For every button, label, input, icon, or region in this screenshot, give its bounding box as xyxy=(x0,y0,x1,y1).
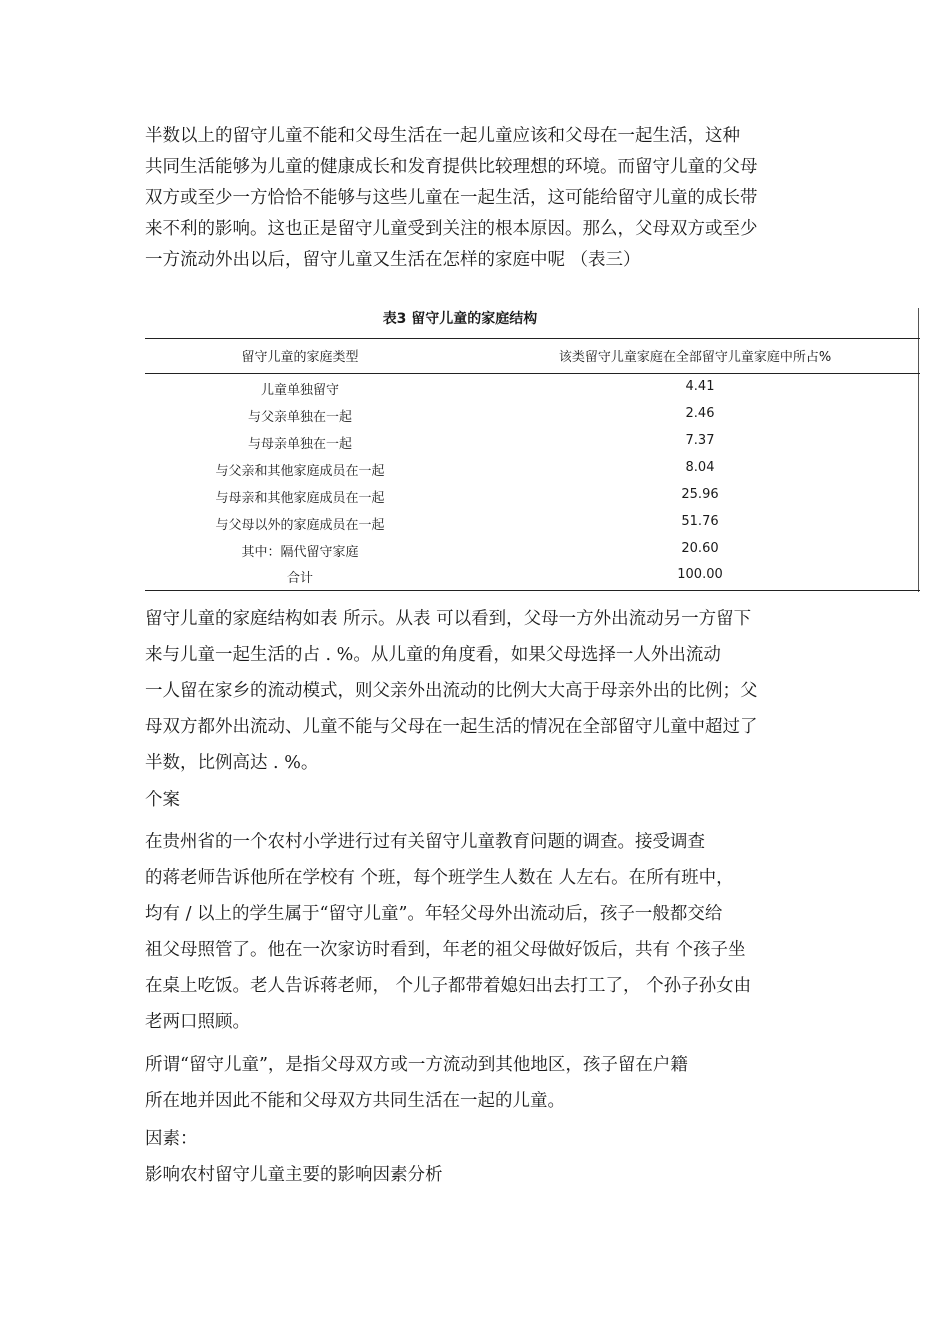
heading-analysis: 影响农村留守儿童主要的影响因素分析 xyxy=(145,1165,443,1185)
percent-cell: 20.60 xyxy=(681,541,719,556)
text-line: 来不利的影响。这也正是留守儿童受到关注的根本原因。那么，父母双方或至少 xyxy=(145,219,758,239)
family-type-cell: 与父亲和其他家庭成员在一起 xyxy=(215,464,385,479)
table-bottom-rule xyxy=(145,590,920,591)
text-line: 一人留在家乡的流动模式，则父亲外出流动的比例大大高于母亲外出的比例；父 xyxy=(145,681,758,701)
text-line: 均有 / 以上的学生属于“留守儿童”。年轻父母外出流动后，孩子一般都交给 xyxy=(145,904,723,924)
percent-cell: 8.04 xyxy=(685,460,715,475)
table-title: 表3 留守儿童的家庭结构 xyxy=(382,311,538,327)
text-line: 的蒋老师告诉他所在学校有 个班，每个班学生人数在 人左右。在所有班中， xyxy=(145,868,734,888)
text-line: 母双方都外出流动、儿童不能与父母在一起生活的情况在全部留守儿童中超过了 xyxy=(145,717,758,737)
percent-cell: 7.37 xyxy=(685,433,715,448)
percent-cell: 51.76 xyxy=(681,514,719,529)
family-type-cell: 与父亲单独在一起 xyxy=(247,410,352,425)
family-type-cell: 合计 xyxy=(286,571,313,586)
family-type-cell: 与父母以外的家庭成员在一起 xyxy=(215,518,385,533)
text-line: 一方流动外出以后，留守儿童又生活在怎样的家庭中呢 （表三） xyxy=(145,250,641,270)
family-type-cell: 与母亲单独在一起 xyxy=(247,437,352,452)
family-type-cell: 与母亲和其他家庭成员在一起 xyxy=(215,491,385,506)
percent-cell: 2.46 xyxy=(685,406,715,421)
text-line: 在桌上吃饭。老人告诉蒋老师， 个儿子都带着媳妇出去打工了， 个孙子孙女由 xyxy=(145,976,752,996)
text-line: 共同生活能够为儿童的健康成长和发育提供比较理想的环境。而留守儿童的父母 xyxy=(145,157,758,177)
text-line: 来与儿童一起生活的占 . %。从儿童的角度看，如果父母选择一人外出流动 xyxy=(145,645,721,665)
percent-cell: 4.41 xyxy=(685,379,715,394)
table-top-rule xyxy=(145,338,920,339)
family-type-cell: 其中：隔代留守家庭 xyxy=(241,545,359,560)
table-header-percent: 该类留守儿童家庭在全部留守儿童家庭中所占% xyxy=(558,350,832,365)
text-line: 半数以上的留守儿童不能和父母生活在一起儿童应该和父母在一起生活，这种 xyxy=(145,126,740,146)
text-line: 所谓“留守儿童”，是指父母双方或一方流动到其他地区，孩子留在户籍 xyxy=(145,1055,688,1075)
percent-cell: 25.96 xyxy=(681,487,719,502)
text-line: 双方或至少一方恰恰不能够与这些儿童在一起生活，这可能给留守儿童的成长带 xyxy=(145,188,758,208)
text-line: 在贵州省的一个农村小学进行过有关留守儿童教育问题的调查。接受调查 xyxy=(145,832,705,852)
percent-cell: 100.00 xyxy=(677,567,723,582)
family-type-cell: 儿童单独留守 xyxy=(260,383,339,398)
heading-case: 个案 xyxy=(145,790,180,810)
text-line: 祖父母照管了。他在一次家访时看到，年老的祖父母做好饭后，共有 个孩子坐 xyxy=(145,940,746,960)
text-line: 半数，比例高达 . %。 xyxy=(145,753,319,773)
text-line: 留守儿童的家庭结构如表 所示。从表 可以看到，父母一方外出流动另一方留下 xyxy=(145,609,752,629)
heading-factors: 因素： xyxy=(145,1129,198,1149)
table-header-type: 留守儿童的家庭类型 xyxy=(241,350,359,365)
table-header-rule xyxy=(145,373,920,374)
text-line: 所在地并因此不能和父母双方共同生活在一起的儿童。 xyxy=(145,1091,565,1111)
text-line: 老两口照顾。 xyxy=(145,1012,250,1032)
